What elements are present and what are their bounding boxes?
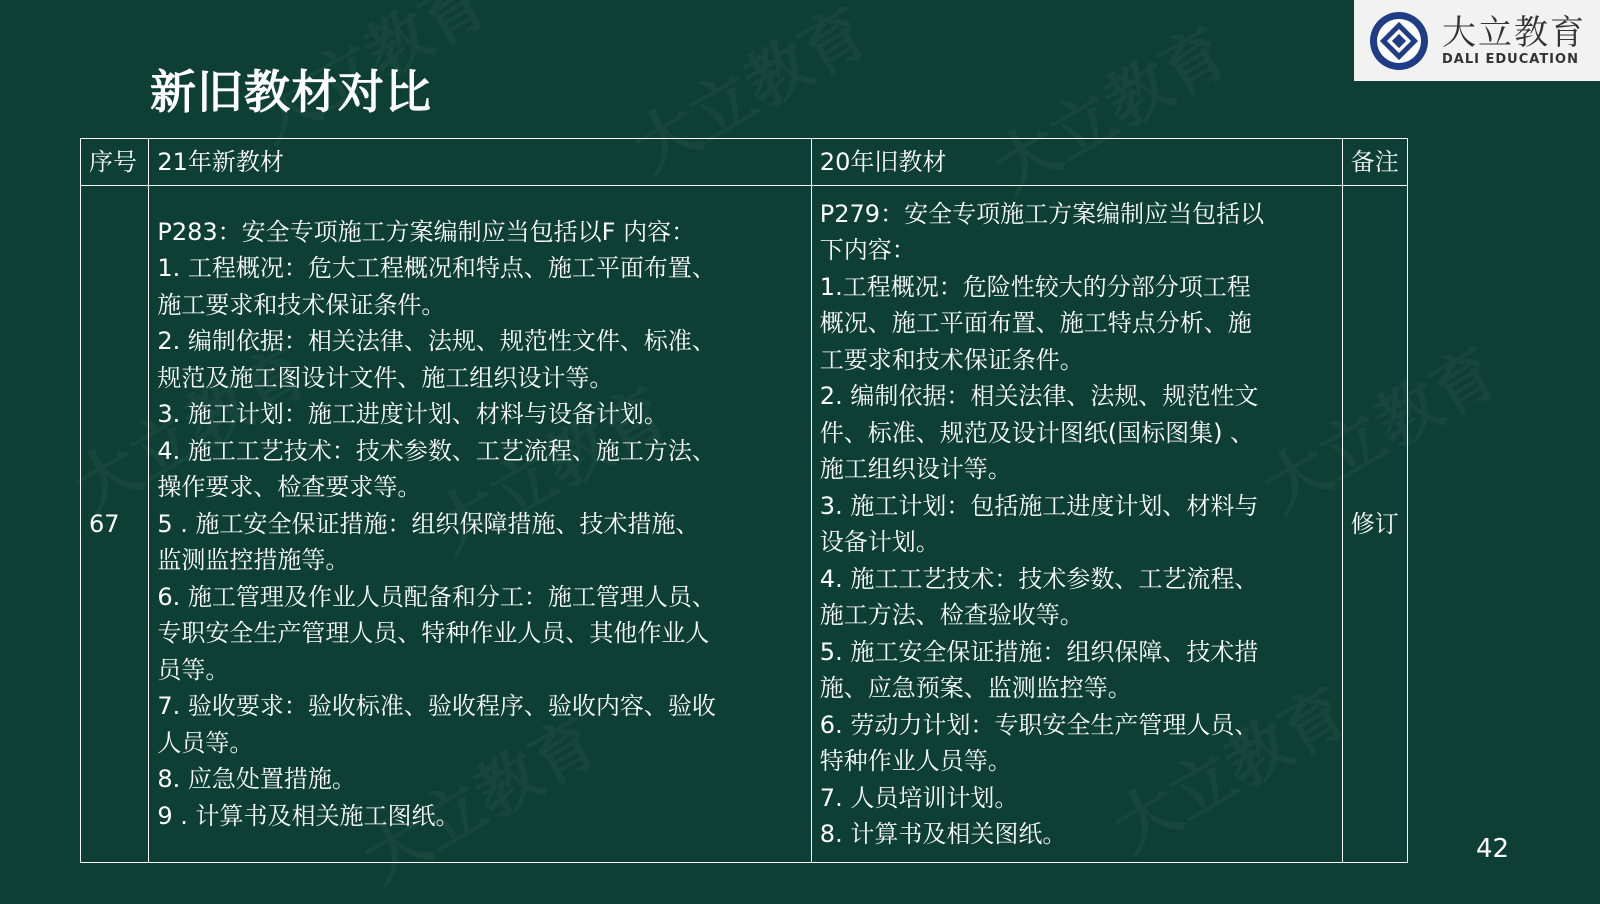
new-text-line: 1. 工程概况：危大工程概况和特点、施工平面布置、	[157, 254, 716, 283]
old-text-line: 6. 劳动力计划：专职安全生产管理人员、	[819, 710, 1259, 739]
table-header-row	[81, 139, 1408, 186]
new-text-line: 9 . 计算书及相关施工图纸。	[157, 801, 460, 830]
note-cell: 修订	[1342, 186, 1407, 863]
old-text-line: 施工组织设计等。	[819, 455, 1012, 483]
new-text-line: 专职安全生产管理人员、特种作业人员、其他作业人	[157, 619, 710, 648]
old-text-line: 4. 施工工艺技术：技术参数、工艺流程、	[819, 564, 1259, 593]
new-text-line: 5 . 施工安全保证措施：组织保障措施、技术措施、	[157, 509, 700, 538]
new-text-line: 3. 施工计划：施工进度计划、材料与设备计划。	[157, 400, 668, 429]
table-row	[81, 186, 1408, 863]
new-textbook-cell	[149, 186, 811, 863]
header-cell-new: 21年新教材	[149, 139, 811, 186]
new-text-line: 操作要求、检查要求等。	[157, 473, 422, 502]
old-text-line: 1.工程概况：危险性较大的分部分项工程	[819, 272, 1251, 301]
old-text-line: 2. 编制依据：相关法律、法规、规范性文	[819, 382, 1259, 410]
old-text-line: 7. 人员培训计划。	[819, 783, 1019, 812]
new-text-line: 2. 编制依据：相关法律、法规、规范性文件、标准、	[157, 327, 716, 356]
old-text-line: 下内容：	[819, 236, 916, 264]
old-text-line: P279：安全专项施工方案编制应当包括以	[819, 199, 1265, 228]
page-title: 新旧教材对比	[150, 65, 432, 119]
new-text-line: 施工要求和技术保证条件。	[157, 290, 446, 319]
brand-logo	[1354, 0, 1600, 81]
old-text-line: 特种作业人员等。	[819, 747, 1012, 775]
new-text-line: 4. 施工工艺技术：技术参数、工艺流程、施工方法、	[157, 436, 716, 465]
old-text-line: 件、标准、规范及设计图纸(国标图集) 、	[819, 418, 1255, 447]
old-text-line: 概况、施工平面布置、施工特点分析、施	[819, 309, 1252, 337]
page-number: 42	[1476, 834, 1510, 864]
new-text-line: 7. 验收要求：验收标准、验收程序、验收内容、验收	[157, 692, 716, 721]
comparison-table	[80, 138, 1408, 863]
new-text-line: 8. 应急处置措施。	[157, 765, 356, 794]
logo-emblem-icon	[1368, 10, 1430, 72]
new-text-line: 人员等。	[157, 728, 254, 757]
old-textbook-cell	[811, 186, 1342, 863]
header-cell-note: 备注	[1342, 139, 1407, 186]
old-text-line: 工要求和技术保证条件。	[819, 345, 1084, 374]
header-cell-old: 20年旧教材	[811, 139, 1342, 186]
old-text-line: 8. 计算书及相关图纸。	[819, 820, 1067, 848]
old-text-line: 3. 施工计划：包括施工进度计划、材料与	[819, 491, 1259, 520]
old-text-line: 设备计划。	[819, 528, 940, 556]
new-text-line: 规范及施工图设计文件、施工组织设计等。	[157, 363, 614, 392]
new-text-line: 员等。	[157, 655, 230, 684]
row-number: 67	[81, 186, 149, 863]
logo-text-en: DALI EDUCATION	[1442, 52, 1579, 67]
old-text-line: 施工方法、检查验收等。	[819, 601, 1084, 629]
header-cell-no: 序号	[81, 139, 149, 186]
new-text-line: 监测监控措施等。	[157, 546, 350, 575]
new-text-line: 6. 施工管理及作业人员配备和分工：施工管理人员、	[157, 582, 716, 611]
new-text-line: P283：安全专项施工方案编制应当包括以F 内容：	[157, 217, 696, 246]
old-text-line: 施、应急预案、监测监控等。	[819, 674, 1132, 702]
old-text-line: 5. 施工安全保证措施：组织保障、技术措	[819, 637, 1259, 666]
logo-text-cn: 大立教育	[1442, 13, 1586, 53]
